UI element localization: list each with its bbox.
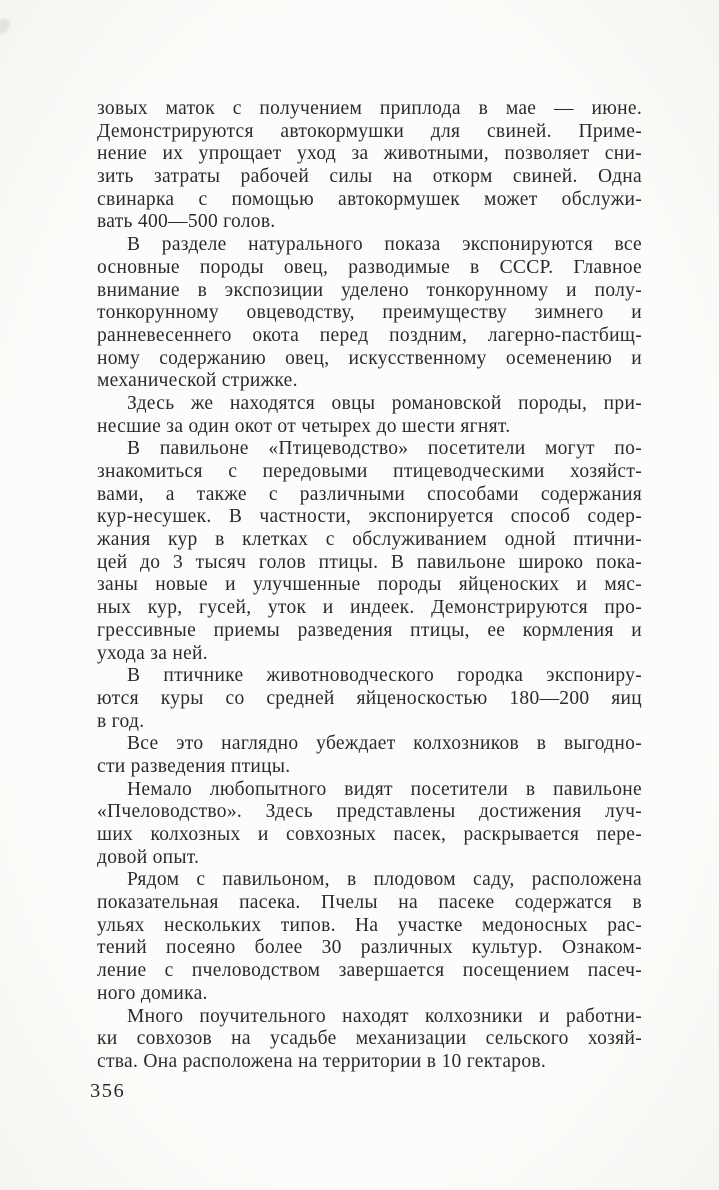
text-line: сти разведения птицы. bbox=[97, 755, 291, 777]
text-line: Много поучительного находят колхозники и работни- bbox=[127, 1005, 642, 1027]
text-line: В птичнике животноводческого городка экспониру- bbox=[127, 665, 642, 687]
text-line: ранневесеннего окота перед поздним, лагерно-пастбищ- bbox=[97, 324, 642, 346]
text-line: Немало любопытного видят посетители в павильоне bbox=[127, 778, 642, 800]
text-line: Рядом с павильоном, в плодовом саду, расположена bbox=[127, 869, 642, 891]
text-line: ухода за ней. bbox=[97, 642, 208, 664]
text-line: нение их упрощает уход за животными, позволяет сни- bbox=[97, 143, 642, 165]
text-line: заны новые и улучшенные породы яйценоских и мяс- bbox=[97, 574, 642, 596]
text-line: свинарка с помощью автокормушек может обслужи- bbox=[97, 188, 642, 210]
text-line: тений посеяно более 30 различных культур. Ознаком- bbox=[97, 937, 642, 959]
text-line: ного домика. bbox=[97, 982, 208, 1004]
scan-smudge-artifact bbox=[0, 16, 13, 36]
text-line: «Пчеловодство». Здесь представлены достижения луч- bbox=[97, 801, 642, 823]
text-line: тонкорунному овцеводству, преимуществу зимнего и bbox=[97, 302, 642, 324]
text-line: ульях нескольких типов. На участке медоносных рас- bbox=[97, 914, 642, 936]
text-line: грессивные приемы разведения птицы, ее кормления и bbox=[97, 619, 642, 641]
text-line: вами, а также с различными способами содержания bbox=[97, 483, 642, 505]
text-line: ному содержанию овец, искусственному осеменению и bbox=[97, 347, 642, 369]
text-line: ются куры со средней яйценоскостью 180—200 яиц bbox=[97, 687, 642, 709]
text-line: Демонстрируются автокормушки для свиней. Приме- bbox=[97, 120, 642, 142]
text-line: вать 400—500 голов. bbox=[97, 211, 276, 233]
text-line: знакомиться с передовыми птицеводческими хозяйст- bbox=[97, 461, 642, 482]
text-line: довой опыт. bbox=[97, 846, 200, 868]
text-line: внимание в экспозиции уделено тонкорунному и полу- bbox=[97, 279, 642, 301]
text-line: Все это наглядно убеждает колхозников в выгодно- bbox=[127, 733, 642, 755]
text-line: зить затраты рабочей силы на откорм свиней. Одна bbox=[97, 166, 642, 188]
text-line: В разделе натурального показа экспонируются все bbox=[127, 234, 642, 256]
text-line: жания кур в клетках с обслуживанием одной птични- bbox=[97, 529, 642, 551]
text-line: кур-несушек. В частности, экспонируется способ содер- bbox=[97, 506, 642, 528]
text-line: в год. bbox=[97, 710, 145, 732]
page-number: 356 bbox=[90, 1080, 126, 1102]
text-line: ших колхозных и совхозных пасек, раскрывается пере- bbox=[97, 824, 642, 845]
text-line: зовых маток с получением приплода в мае — июне. bbox=[97, 98, 642, 119]
text-line: механической стрижке. bbox=[97, 370, 298, 392]
text-line: ки совхозов на усадьбе механизации сельского хозяй- bbox=[97, 1028, 642, 1050]
text-line: ных кур, гусей, уток и индеек. Демонстрируются про- bbox=[97, 597, 642, 619]
text-line: основные породы овец, разводимые в СССР. Главное bbox=[97, 256, 642, 278]
text-line: цей до 3 тысяч голов птицы. В павильоне широко пока- bbox=[97, 551, 642, 573]
text-line: несшие за один окот от четырех до шести ягнят. bbox=[97, 415, 511, 437]
text-line: В павильоне «Птицеводство» посетители могут по- bbox=[127, 438, 642, 460]
text-line: ление с пчеловодством завершается посещением пасеч- bbox=[97, 960, 642, 982]
text-line: Здесь же находятся овцы романовской породы, при- bbox=[127, 392, 642, 414]
text-block bbox=[97, 98, 642, 1074]
text-line: показательная пасека. Пчелы на пасеке содержатся в bbox=[97, 892, 642, 914]
text-line: ства. Она расположена на территории в 10 гектаров. bbox=[97, 1050, 547, 1072]
